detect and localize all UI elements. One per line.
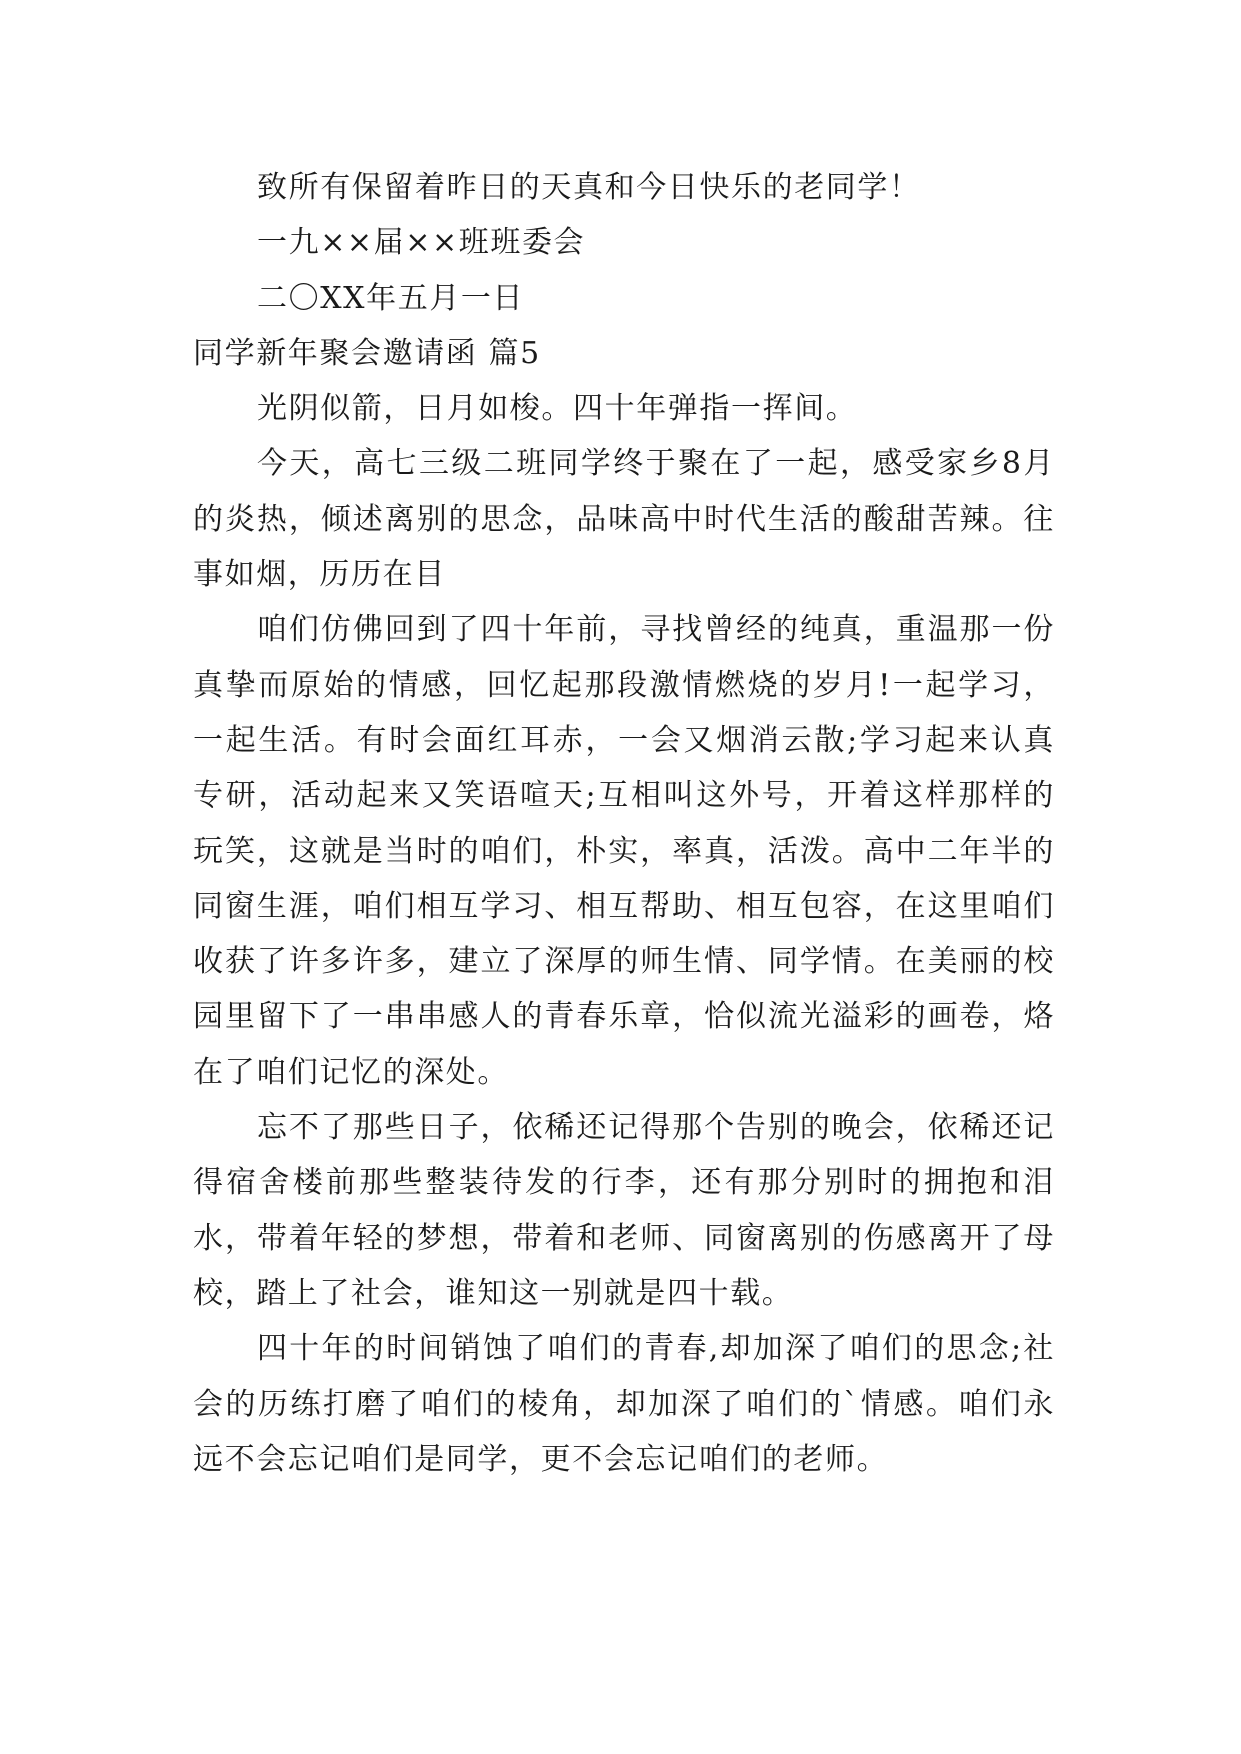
closing-date: 二〇XX年五月一日 bbox=[257, 280, 525, 316]
closing-signature: 一九××届××班班委会 bbox=[257, 225, 586, 261]
body-paragraph-2: 今天，高七三级二班同学终于聚在了一起，感受家乡8月的炎热，倾述离别的思念，品味高中时代生活的酸甜苦辣。往事如烟，历历在目 bbox=[193, 446, 1055, 593]
body-paragraph-5: 四十年的时间销蚀了咱们的青春,却加深了咱们的思念;社会的历练打磨了咱们的棱角，却加深了咱们的`情感。咱们永远不会忘记咱们是同学，更不会忘记咱们的老师。 bbox=[193, 1331, 1055, 1477]
closing-salutation: 致所有保留着昨日的天真和今日快乐的老同学！ bbox=[257, 170, 921, 205]
body-paragraph-1: 光阴似箭，日月如梭。四十年弹指一挥间。 bbox=[257, 391, 858, 427]
document-body bbox=[193, 160, 1055, 1487]
section-title: 同学新年聚会邀请函 篇5 bbox=[193, 335, 541, 371]
body-paragraph-3: 咱们仿佛回到了四十年前，寻找曾经的纯真，重温那一份真挚而原始的情感，回忆起那段激情燃烧的岁月!一起学习，一起生活。有时会面红耳赤，一会又烟消云散;学习起来认真专研，活动起来又笑语喧天;互相叫这外号，开着这样那样的玩笑，这就是当时的咱们，朴实，率真，活泼。高中二年半的同窗生涯，咱们相互学习、相互帮助、相互包容，在这里咱们收获了许多许多，建立了深厚的师生情、同学情。在美丽的校园里留下了一串串感人的青春乐章，恰似流光溢彩的画卷，烙在了咱们记忆的深处。 bbox=[193, 612, 1055, 1090]
body-paragraph-4: 忘不了那些日子，依稀还记得那个告别的晚会，依稀还记得宿舍楼前那些整装待发的行李，还有那分别时的拥抱和泪水，带着年轻的梦想，带着和老师、同窗离别的伤感离开了母校，踏上了社会，谁知这一别就是四十载。 bbox=[193, 1110, 1055, 1311]
